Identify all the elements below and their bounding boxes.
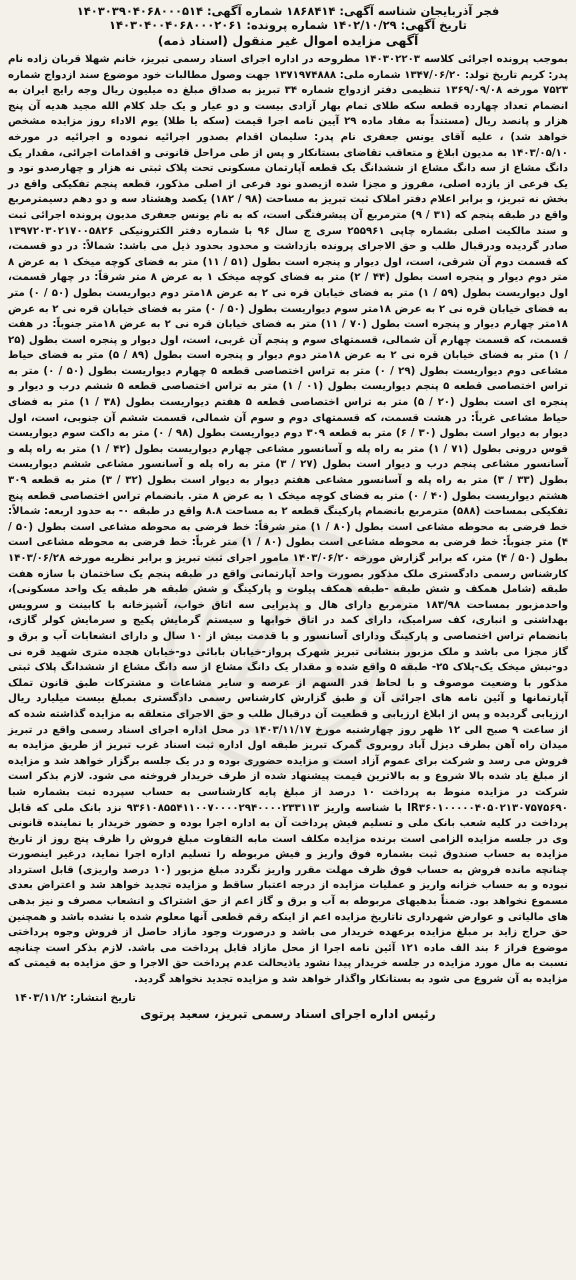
publish-date: تاریخ انتشار: ۱۴۰۳/۱۱/۲ xyxy=(14,991,136,1004)
signature-line: رئیس اداره اجرای اسناد رسمی تبریز، سعید پرتوی xyxy=(140,1006,436,1021)
notice-body-text: بموجب پرونده اجرائی کلاسه ۱۴۰۳۰۲۲۰۳ مطروحه در اداره اجرای اسناد رسمی تبریز، خانم شهلا قربان زاده نام پدر: کریم تاریخ تولد: ۱۳۴۷/۰۶/۲۰ شماره ملی: ۱۳۷۱۹۷۴۸۸۸ جهت وصول مطالبات خود موضوع سند ازدواج شماره ۷۵۲۳ مورخه ۱۳۶۹/۰۹/۰۸ تنظیمی دفتر ازدواج شماره ۳۴ تبریز به صداق مبلغ ده میلیون ریال وجه رایج ایران به انضمام تعداد چهارده قطعه سکه طلای تمام بهار آزادی بیست و دو عیار و یک جلد کلام الله مجید هدیه آن پنج هزار و پانصد ریال (مستنداً به مفاد ماده ۲۹ آیین نامه اجرا قیمت (سکه یا طلا) یوم الاداء روز مزایده مشخص خواهد شد) ، علیه آقای یونس جعفری نام پدر: سلیمان اقدام بصدور اجرائیه نموده و اجرائیه در مورخه ۱۴۰۳/۰۵/۱۰ به مدیون ابلاغ و متعاقب تقاضای بستانکار و پس از طی مراحل قانونی و اقدامات اجرائی، مقدار یک دانگ مشاع از سه دانگ مشاع از ششدانگ یک قطعه آپارتمان مسکونی تحت پلاک ثبتی نه هزار و چهارصدو نود و یک فرعی از یازده اصلی، مفروز و مجزا شده ازیصدو نود فرعی از اصلی مذکور، قطعه پنجم تفکیکی واقع در بخش نه تبریز، و برابر اعلام دفتر املاک ثبت تبریز به مساحت (۹۸ / ۱۸۲) یکصد وهشتاد سه و دو دهم دسیمترمربع واقع در طبقه پنجم که (۳۱ / ۹) مترمربع آن پیشرفتگی است، که به نام یونس جعفری مدیون پرونده اجرائی ثبت و سند مالکیت اصلی بشماره چاپی ۲۵۵۹۶۱ سری ج سال ۹۶ با شماره دفتر الکترونیکی ۱۳۹۷۲۰۳۰۲۱۷۰۰۵۸۲۶ صادر گردیده ودرقبال طلب و حق الاجرای پرونده بازداشت و محدود بحدود ذیل می باشد: شمالاً: در دو قسمت، که قسمت دوم آن شرقی، است، اول دیوار و پنجره است بطول (۵۱ / ۱۱) متر به فضای کوچه میخک ۱ به عرض ۸ متر دوم دیوار و پنجره است بطول (۴۴ / ۲) متر به فضای کوچه میخک ۱ به عرض ۸ متر شرقاً: در چهار قسمت، اول دیواریست بطول (۵۹ / ۱) متر به فضای خیابان قره نی ۲ به عرض ۱۸متر دوم دیواریست بطول (۵۰ / ۰) متر به فضای خیابان قره نی ۲ به عرض ۱۸متر سوم دیواریست بطول (۵۰ / ۰) متر به فضای خیابان قره نی ۲ به عرض ۱۸متر چهارم دیوار و پنجره است بطول (۷۰ / ۱۱) متر به فضای خیابان قره نی ۲ به عرض ۱۸متر جنوباً: در هفت قسمت، که قسمت چهارم آن شمالی، قسمتهای سوم و پنجم آن غربی، است، اول دیوار و پنجره است بطول (۲۵ / ۱) متر به فضای خیابان قره نی ۲ به عرض ۱۸متر دوم دیوار و پنجره است بطول (۸۹ / ۵) متر به فضای حیاط مشاعی دوم دیواریست بطول (۲۹ / ۰) متر به تراس اختصاصی قطعه ۵ چهارم دیواریست بطول (۵۰ / ۰) متر به تراس اختصاصی قطعه ۵ پنجم دیواریست بطول (۰۱ / ۱) متر به تراس اختصاصی قطعه ۵ ششم درب و دیوار و پنجره ای است بطول (۲۰ / ۵) متر به تراس اختصاصی قطعه ۵ هفتم دیواریست بطول (۳۸ / ۱) متر به فضای حیاط مشاعی غرباً: در هشت قسمت، که قسمتهای دوم و سوم آن شمالی، قسمت ششم آن جنوبی، است، اول دیوار به دیوار است بطول (۳۰ / ۶) متر به قطعه ۳۰۹ دوم دیواریست بطول (۹۸ / ۰) متر به داکت سوم دیواریست قوس درونی بطول (۷۱ / ۱) متر به راه پله و آسانسور مشاعی چهارم دیواریست بطول (۴۲ / ۱) متر به راه پله و آسانسور مشاعی پنجم درب و دیوار است بطول (۲۷ / ۳) متر به راه پله و آسانسور مشاعی ششم دیواریست بطول (۳۳ / ۳) متر به راه پله و آسانسور مشاعی هفتم دیوار به دیوار است بطول (۳۲ / ۳) متر به قطعه ۳۰۹ هشتم دیواریست بطول (۴۰ / ۰) متر به فضای کوچه میخک ۱ به عرض ۸ متر. بانضمام تراس اختصاصی قطعه پنج تفکیکی بمساحت (۵۸۸) مترمربع بانضمام پارکینگ قطعه ۲ به مساحت ۸.۸ واقع در طبقه ۰- به حدود اربعه: شمالاً: خط فرضی به محوطه مشاعی است بطول (۸۰ / ۱) متر شرقاً: خط فرضی به محوطه مشاعی است بطول (۵۰ / ۴) متر جنوباً: خط فرضی به محوطه مشاعی است بطول (۸۰ / ۱) متر غرباً: خط فرضی به محوطه مشاعی است بطول (۵۰ / ۴) متر، که برابر گزارش مورخه ۱۴۰۳/۰۶/۲۰ مامور اجرای ثبت تبریز و برابر نظریه مورخه ۱۴۰۳/۰۶/۲۸ کارشناس رسمی دادگستری ملک مذکور بصورت واحد آپارتمانی واقع در طبقه پنجم یک ساختمان با سازه هفت طبقه (شامل همکف و شش طبقه -طبقه همکف پیلوت و پارکینگ و شش طبقه هر طبقه یک واحد مسکونی)، واحدمزبور بمساحت ۱۸۳/۹۸ مترمربع دارای هال و پذیرایی سه اتاق خواب، آشپزخانه با کابینت و سرویس بهداشتی و انباری، کف سرامیک، دارای کمد در اتاق خوابها و سیستم گرمایش پکیج و سرمایش کولر گازی، بانضمام تراس اختصاصی و پارکینگ ودارای آسانسور و با قدمت بیش از ۱۰ سال و دارای انشعابات آب و برق و گاز مجزا می باشد و ملک مزبور بنشانی تبریز شهرک پرواز-خیابان بابائی دو-خیابان هجده متری شهید قره نی دو-نبش میخک یک-پلاک ۲۵- طبقه ۵ واقع شده و مقدار یک دانگ مشاع از سه دانگ مشاع از ششدانگ پلاک ثبتی مذکور با وضعیت موصوف و با لحاظ قدر السهم از عرصه و سایر مشاعات و مشترکات طبق قانون تملک آپارتمانها و آئین نامه های اجرائی آن و طبق گزارش کارشناس رسمی دادگستری بمبلغ بیست میلیارد ریال ارزیابی گردیده و پس از ابلاغ ارزیابی و قطعیت آن درقبال طلب و حق الاجرای متعلقه به مزایده گذاشته شده که از ساعت ۹ صبح الی ۱۲ ظهر روز چهارشنبه مورخ ۱۴۰۳/۱۱/۱۷ در محل اداره اجرای اسناد رسمی واقع در تبریز میدان راه آهن بطرف دیزل آباد روبروی گمرک تبریز طبقه اول اداره ثبت اسناد غرب تبریز از طریق مزایده به فروش می رسد و شرکت برای عموم آزاد است و مزایده حضوری بوده و در یک جلسه برگزار خواهد شد و مزایده از مبلغ یاد شده بالا شروع و به بالاترین قیمت پیشنهاد شده از طرف خریدار فروخته می شود. لازم بذکر است شرکت در مزایده منوط به پرداخت ۱۰ درصد از مبلغ پایه کارشناسی به حساب سپرده ثبت بشماره شبا IR۳۶۰۱۰۰۰۰۰۴۰۵۰۲۱۳۰۷۵۷۵۶۹۰ با شناسه واریز ۹۳۶۱۰۸۵۵۴۱۱۰۰۷۰۰۰۰۲۹۴۰۰۰۰۲۳۳۱۱۳ نزد بانک ملی که قابل پرداخت در کلیه شعب بانک ملی و تسلیم فیش پرداخت آن به اداره اجرا بوده و حضور خریدار یا نماینده قانونی وی در جلسه مزایده الزامی است برنده مزایده مکلف است مابه التفاوت مبلغ فروش را ظرف پنج روز از تاریخ مزایده به حساب صندوق ثبت بشماره فوق واریز و فیش مربوطه را تسلیم اداره اجرا نماید، درغیر اینصورت چنانچه مانده فروش به حساب فوق ظرف مهلت مقرر واریز نگردد مبلغ مزبور (۱۰ درصد واریزی) قابل استرداد نبوده و به حساب خزانه واریز و عملیات مزایده از درجه اعتبار ساقط و مزایده تجدید خواهد شد و اعتراض بعدی مسموع نخواهد بود. ضمناً بدهیهای مربوطه به آب و برق و گاز اعم از حق اشتراک و انشعاب مصرف و نیز بدهی های مالیاتی و عوارض شهرداری تاتاریخ مزایده اعم از اینکه رقم قطعی آنها معلوم شده یا نشده باشد و همچنین حق حراج زاید بر مبلغ مزایده برعهده خریدار می باشد و درصورت وجود مازاد حاصل از فروش وجوه پرداختی موضوع فراز ۶ بند الف ماده ۱۲۱ آئین نامه اجرا از محل مازاد قابل پرداخت می باشد. لازم بذکر است چنانچه نسبت به مال مورد مزایده در جلسه خریدار پیدا نشود یاذیحالت عدم پرداخت حق الاجرا و حق مزایده به قیمتی که مزایده به آن شروع می شود به بستانکار واگذار خواهد شد و مزایده تجدید نخواهد گردید. xyxy=(8,54,569,986)
notice-header xyxy=(8,4,568,49)
header-line-2: تاریخ آگهی: ۱۴۰۲/۱۰/۲۹ شماره پرونده: ۱۴۰۳۰۴۰۰۴۰۶۸۰۰۰۲۰۶۱ xyxy=(109,18,467,32)
notice-footer xyxy=(8,992,568,1021)
header-line-1: فجر آذربایجان شناسه آگهی: ۱۸۶۸۴۱۴ شماره آگهی: ۱۴۰۳۰۳۹۰۴۰۶۸۰۰۰۵۱۴ xyxy=(76,4,500,18)
notice-title: آگهی مزایده اموال غیر منقول (اسناد ذمه) xyxy=(157,33,419,48)
